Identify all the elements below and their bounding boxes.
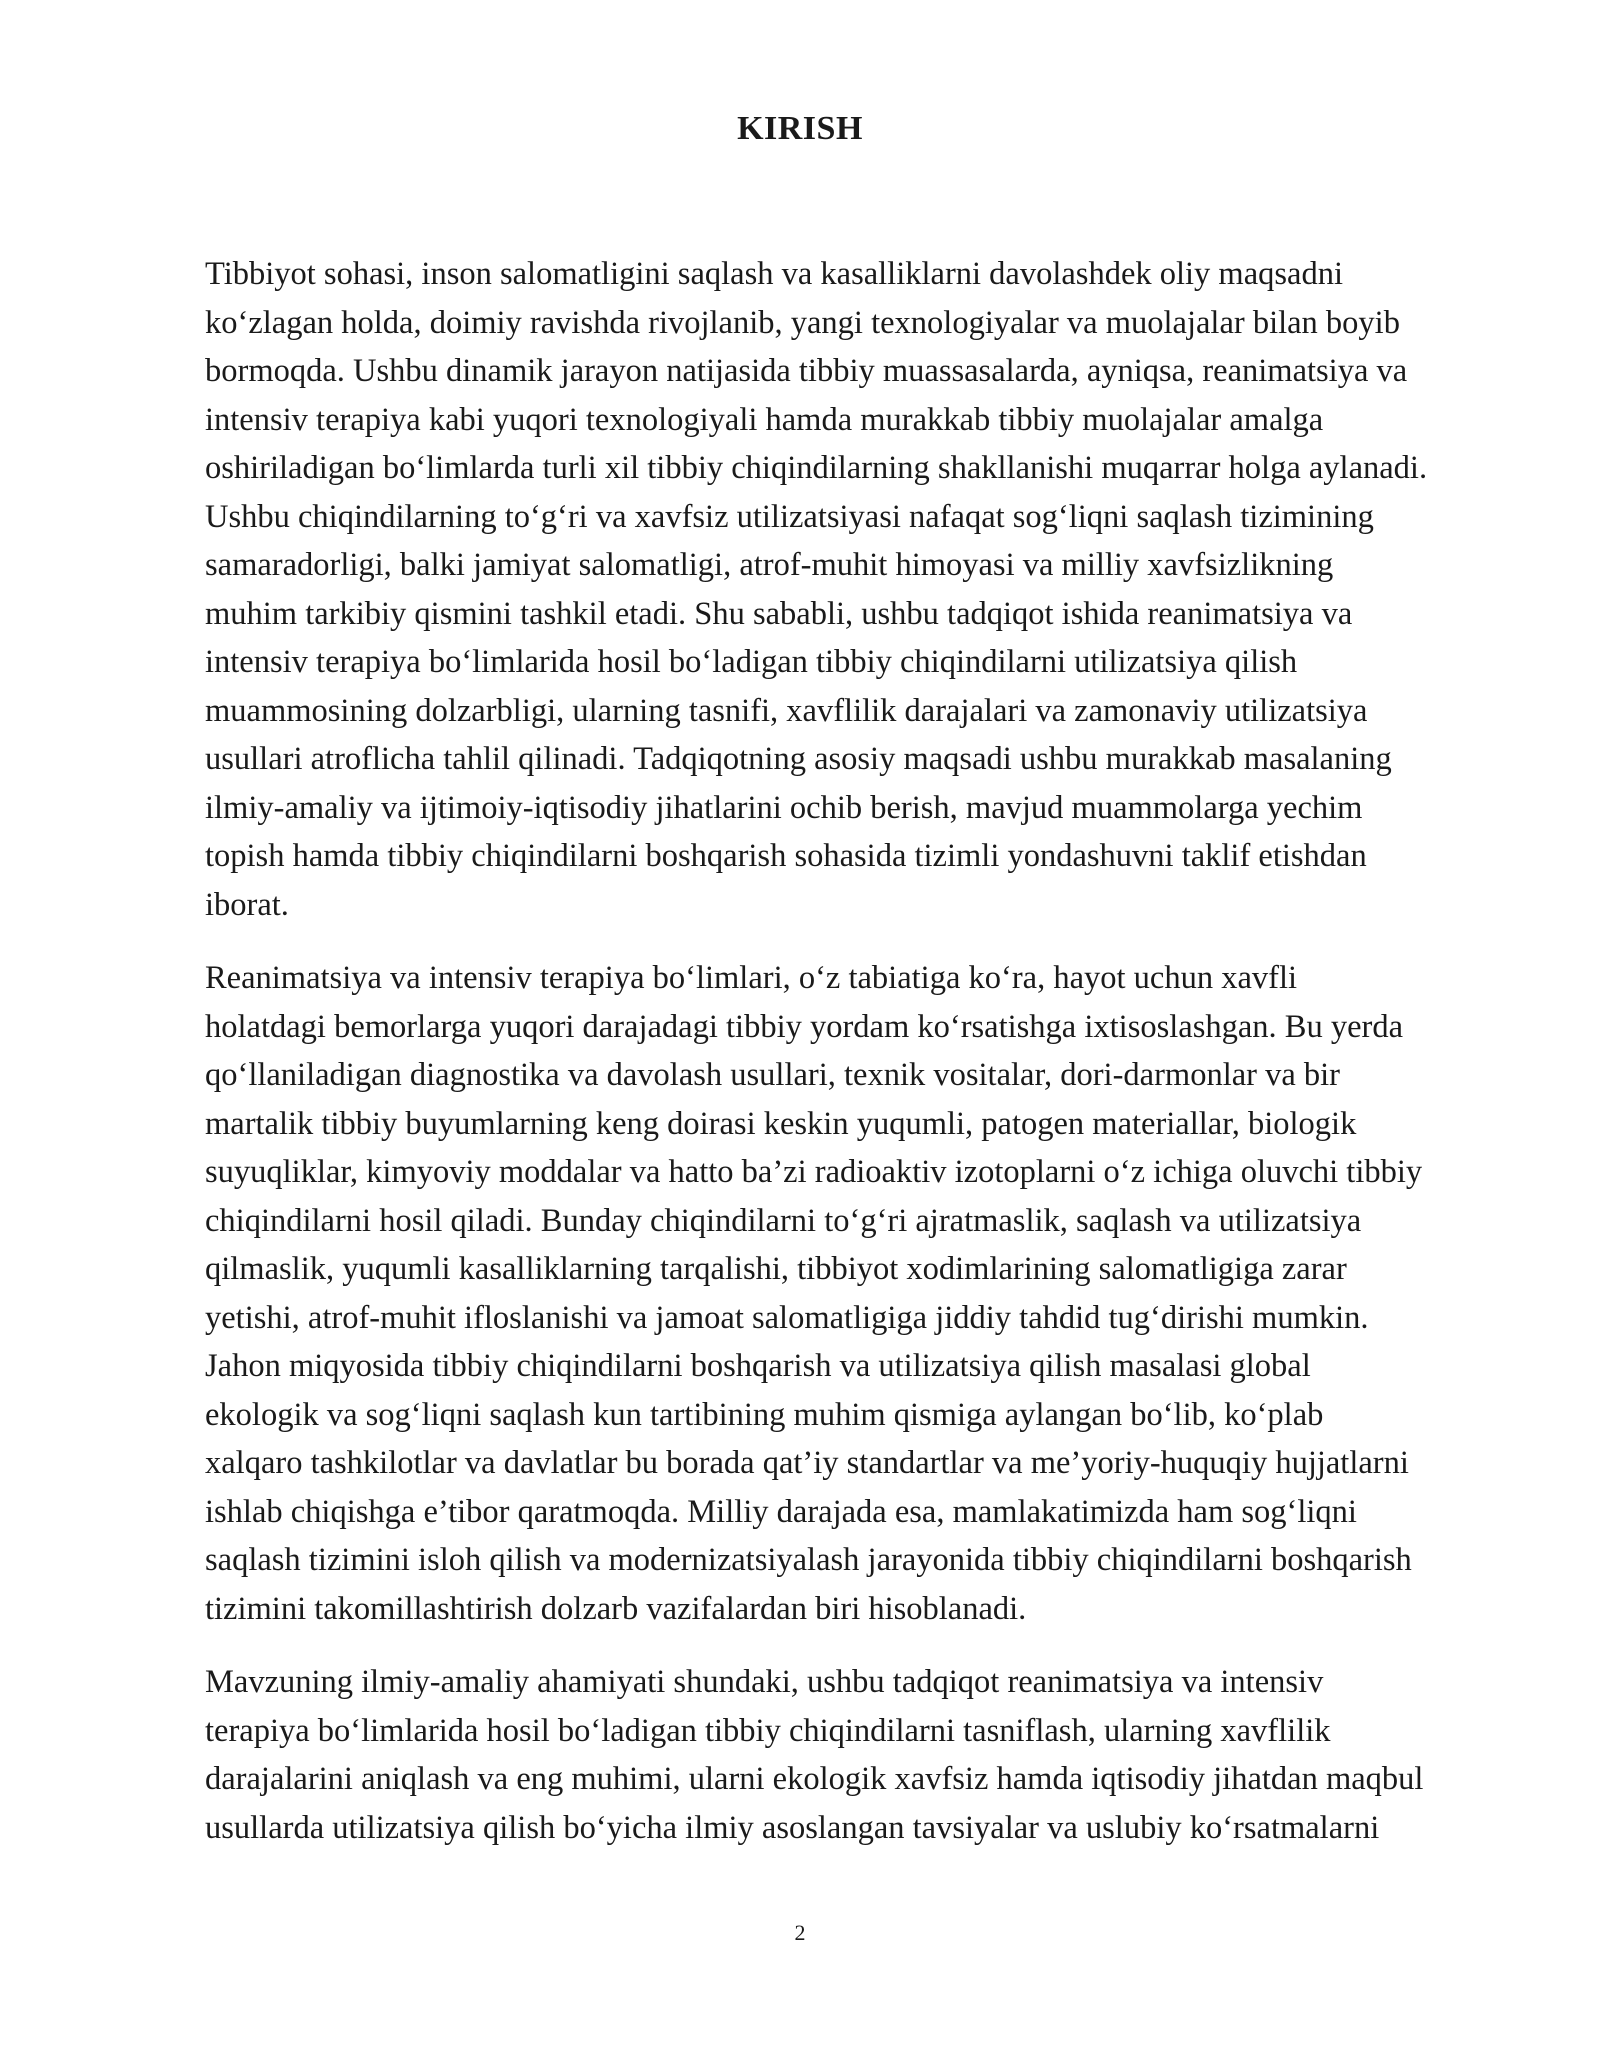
text-line: intensiv terapiya kabi yuqori texnologiyali hamda murakkab tibbiy muolajalar amalga <box>205 401 1324 438</box>
page-title: KIRISH <box>737 110 863 147</box>
text-line: xalqaro tashkilotlar va davlatlar bu borada qat’iy standartlar va me’yoriy-huquqiy hujjatlarni <box>205 1445 1409 1481</box>
text-line: Ushbu chiqindilarning to‘g‘ri va xavfsiz utilizatsiyasi nafaqat sog‘liqni saqlash tizimining <box>205 498 1374 535</box>
text-line: usullarda utilizatsiya qilish bo‘yicha ilmiy asoslangan tavsiyalar va uslubiy ko‘rsatmalarni <box>205 1809 1380 1846</box>
text-line: samaradorligi, balki jamiyat salomatligi, atrof-muhit himoyasi va milliy xavfsizlikning <box>205 547 1334 583</box>
text-line: holatdagi bemorlarga yuqori darajadagi tibbiy yordam ko‘rsatishga ixtisoslashgan. Bu yerda <box>205 1008 1403 1045</box>
text-line: usullari atroflicha tahlil qilinadi. Tadqiqotning asosiy maqsadi ushbu murakkab masalaning <box>205 741 1392 777</box>
text-line: Jahon miqyosida tibbiy chiqindilarni boshqarish va utilizatsiya qilish masalasi global <box>205 1348 1311 1384</box>
text-line: qo‘llaniladigan diagnostika va davolash usullari, texnik vositalar, dori-darmonlar va bir <box>205 1057 1340 1093</box>
text-line: darajalarini aniqlash va eng muhimi, ularni ekologik xavfsiz hamda iqtisodiy jihatdan maqbul <box>205 1761 1424 1797</box>
document-body <box>110 250 1480 1877</box>
text-line: bormoqda. Ushbu dinamik jarayon natijasida tibbiy muassasalarda, ayniqsa, reanimatsiya va <box>205 353 1408 389</box>
text-line: ekologik va sog‘liqni saqlash kun tartibining muhim qismiga aylangan bo‘lib, ko‘plab <box>205 1396 1324 1433</box>
paragraph-3 <box>110 1658 1480 1852</box>
text-line: Reanimatsiya va intensiv terapiya bo‘limlari, o‘z tabiatiga ko‘ra, hayot uchun xavfli <box>205 960 1298 996</box>
text-line: muammosining dolzarbligi, ularning tasnifi, xavflilik darajalari va zamonaviy utilizatsiya <box>205 692 1368 729</box>
text-line: Tibbiyot sohasi, inson salomatligini saqlash va kasalliklarni davolashdek oliy maqsadni <box>205 256 1343 292</box>
text-line: Mavzuning ilmiy-amaliy ahamiyati shundaki, ushbu tadqiqot reanimatsiya va intensiv <box>205 1664 1324 1700</box>
text-line: oshiriladigan bo‘limlarda turli xil tibbiy chiqindilarning shakllanishi muqarrar holga aylanadi. <box>205 450 1428 486</box>
paragraph-1 <box>110 250 1480 929</box>
text-line: ko‘zlagan holda, doimiy ravishda rivojlanib, yangi texnologiyalar va muolajalar bilan boyib <box>205 304 1400 341</box>
text-line: intensiv terapiya bo‘limlarida hosil bo‘ladigan tibbiy chiqindilarni utilizatsiya qilish <box>205 644 1298 680</box>
text-line: martalik tibbiy buyumlarning keng doirasi keskin yuqumli, patogen materiallar, biologik <box>205 1105 1357 1142</box>
paragraph-2 <box>110 954 1480 1633</box>
text-line: chiqindilarni hosil qiladi. Bunday chiqindilarni to‘g‘ri ajratmaslik, saqlash va utilizatsiya <box>205 1202 1362 1239</box>
text-line: iborat. <box>205 886 289 923</box>
text-line: qilmaslik, yuqumli kasalliklarning tarqalishi, tibbiyot xodimlarining salomatligiga zarar <box>205 1251 1347 1287</box>
text-line: terapiya bo‘limlarida hosil bo‘ladigan tibbiy chiqindilarni tasniflash, ularning xavflilik <box>205 1712 1331 1749</box>
text-line: suyuqliklar, kimyoviy moddalar va hatto ba’zi radioaktiv izotoplarni o‘z ichiga oluvchi tibbiy <box>205 1154 1423 1190</box>
text-line: tizimini takomillashtirish dolzarb vazifalardan biri hisoblanadi. <box>205 1590 1027 1627</box>
page-number: 2 <box>794 1920 806 1945</box>
text-line: ilmiy-amaliy va ijtimoiy-iqtisodiy jihatlarini ochib berish, mavjud muammolarga yechim <box>205 789 1363 826</box>
text-line: muhim tarkibiy qismini tashkil etadi. Shu sababli, ushbu tadqiqot ishida reanimatsiya va <box>205 595 1353 632</box>
text-line: ishlab chiqishga e’tibor qaratmoqda. Milliy darajada esa, mamlakatimizda ham sog‘liqni <box>205 1493 1357 1530</box>
text-line: yetishi, atrof-muhit ifloslanishi va jamoat salomatligiga jiddiy tahdid tug‘dirishi mumkin. <box>205 1299 1369 1336</box>
text-line: topish hamda tibbiy chiqindilarni boshqarish sohasida tizimli yondashuvni taklif etishdan <box>205 838 1367 874</box>
text-line: saqlash tizimini isloh qilish va modernizatsiyalash jarayonida tibbiy chiqindilarni boshqarish <box>205 1542 1412 1578</box>
